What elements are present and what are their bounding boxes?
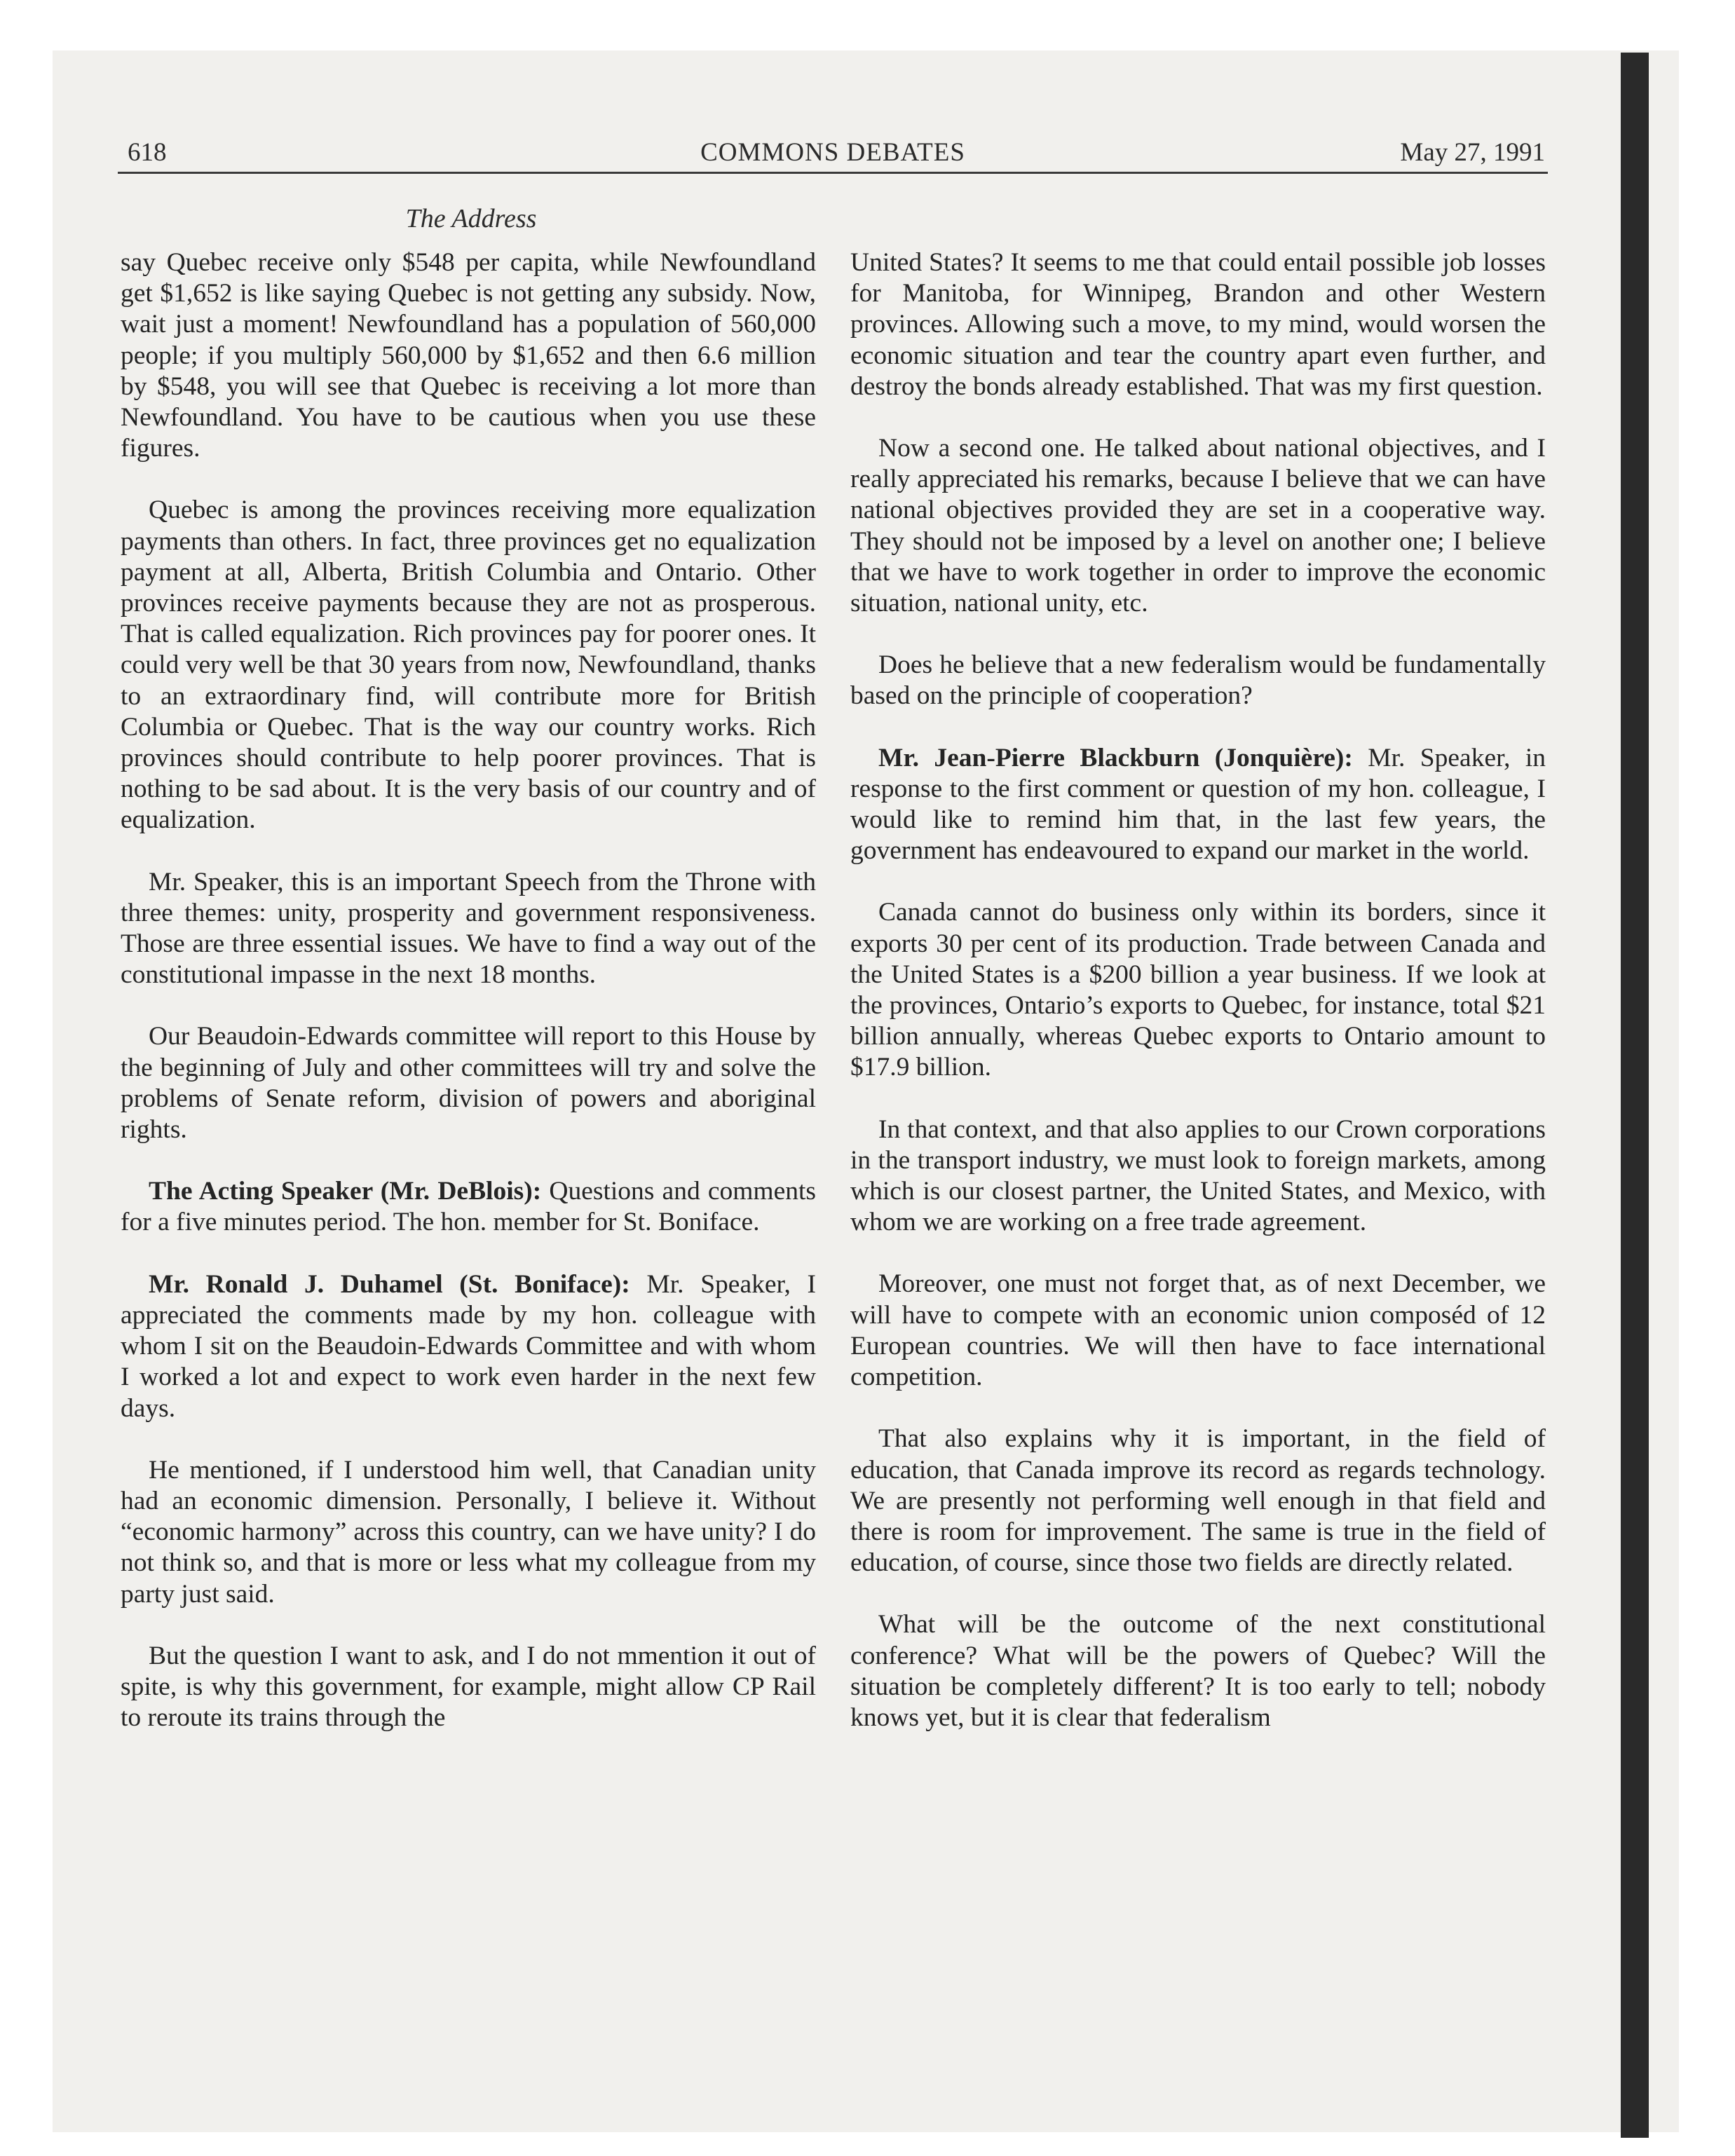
paragraph-text: say Quebec receive only $548 per capita, while Newfoundland get $1,652 is like saying Quebec is not getting any subsidy. Now, wait just a moment! Newfoundland has a population of 560,000 people; if you multiply 560,000 by $1,652 and then 6.6 million by $548, you will see that Quebec is receiving a lot more than Newfoundland. You have to be cautious when you use these figures. bbox=[121, 248, 816, 463]
publication-title: COMMONS DEBATES bbox=[700, 138, 965, 167]
right-column bbox=[850, 247, 1546, 1764]
paragraph bbox=[121, 247, 816, 464]
paragraph-text: What will be the outcome of the next constitutional conference? What will be the powers of Quebec? Will the situation be completely different? It is too early to tell; nobody knows yet, but it is clear that federalism bbox=[850, 1610, 1546, 1732]
paragraph-text: Mr. Speaker, in response to the first comment or question of my hon. colleague, I would like to remind him that, in the last few years, the government has endeavoured to expand our market in the world. bbox=[850, 743, 1546, 866]
left-column bbox=[121, 247, 816, 1764]
paragraph bbox=[121, 495, 816, 835]
paragraph-text: Canada cannot do business only within its borders, since it exports 30 per cent of its production. Trade between Canada and the United States is a $200 billion a year business. If we look at the provinces, Ontario’s exports to Quebec, for instance, total $21 billion annually, whereas Quebec exports to Ontario amount to $17.9 billion. bbox=[850, 898, 1546, 1082]
paragraph bbox=[850, 433, 1546, 619]
publication-date: May 27, 1991 bbox=[1400, 138, 1545, 167]
paragraph bbox=[850, 1114, 1546, 1239]
paragraph-text: Questions and comments for a five minutes period. The hon. member for St. Boniface. bbox=[121, 1177, 816, 1237]
paragraph-text: Our Beaudoin-Edwards committee will report to this House by the beginning of July and other committees will try and solve the problems of Senate reform, division of powers and aboriginal rights. bbox=[121, 1022, 816, 1145]
scan-edge-shadow bbox=[1621, 53, 1649, 2138]
speaker-name: Mr. Ronald J. Duhamel (St. Boniface): bbox=[149, 1269, 630, 1299]
paragraph bbox=[850, 247, 1546, 402]
paragraph bbox=[121, 1641, 816, 1734]
paragraph bbox=[121, 867, 816, 991]
paragraph-text: In that context, and that also applies to our Crown corporations in the transport industry, we must look to foreign markets, among which is our closest partner, the United States, and Mexico, with whom we are working on a free trade agreement. bbox=[850, 1114, 1546, 1237]
speaker-name: Mr. Jean-Pierre Blackburn (Jonquière): bbox=[878, 743, 1353, 772]
header-rule bbox=[118, 172, 1548, 174]
paragraph bbox=[121, 1176, 816, 1238]
paragraph-text: Quebec is among the provinces receiving more equalization payments than others. In fact, three provinces get no equalization payment at all, Alberta, British Columbia and Ontario. Other provinces receive payments because they are not as prosperous. That is called equalization. Rich provinces pay for poorer ones. It could very well be that 30 years from now, Newfoundland, thanks to an extraordinary find, will contribute more for British Columbia or Quebec. That is the way our country works. Rich provinces should contribute to help poorer provinces. That is nothing to be sad about. It is the very basis of our country and of equalization. bbox=[121, 496, 816, 835]
paragraph bbox=[121, 1269, 816, 1424]
paragraph-text: That also explains why it is important, in the field of education, that Canada improve its record as regards technology. We are presently not performing well enough in that field and there is room for improvement. The same is true in the field of education, of course, since those two fields are directly related. bbox=[850, 1424, 1546, 1578]
paragraph-text: Does he believe that a new federalism would be fundamentally based on the principle of cooperation? bbox=[850, 650, 1546, 711]
section-title: The Address bbox=[405, 204, 537, 233]
speaker-name: The Acting Speaker (Mr. DeBlois): bbox=[149, 1177, 542, 1206]
paragraph-text: Mr. Speaker, I appreciated the comments made by my hon. colleague with whom I sit on the Beaudoin-Edwards Committee and with whom I worked a lot and expect to work even harder in the next few days. bbox=[121, 1269, 816, 1423]
paragraph bbox=[850, 1424, 1546, 1578]
paragraph bbox=[121, 1455, 816, 1610]
page-number: 618 bbox=[128, 138, 167, 167]
paragraph bbox=[121, 1021, 816, 1145]
paragraph-text: Now a second one. He talked about national objectives, and I really appreciated his remarks, because I believe that we can have national objectives provided they are set in a cooperative way. They should not be imposed by a level on another one; I believe that we have to work together in order to improve the economic situation, national unity, etc. bbox=[850, 434, 1546, 618]
paragraph bbox=[850, 1609, 1546, 1733]
paragraph bbox=[850, 650, 1546, 711]
page-header bbox=[121, 133, 1545, 172]
paragraph-text: But the question I want to ask, and I do not mmention it out of spite, is why this government, for example, might allow CP Rail to reroute its trains through the bbox=[121, 1641, 816, 1733]
paragraph bbox=[850, 897, 1546, 1083]
paragraph-text: United States? It seems to me that could entail possible job losses for Manitoba, for Winnipeg, Brandon and other Western provinces. Allowing such a move, to my mind, would worsen the economic situation and tear the country apart even further, and destroy the bonds already established. That was my first question. bbox=[850, 248, 1546, 401]
paragraph-text: Moreover, one must not forget that, as of next December, we will have to compete with an economic union composéd of 12 European countries. We will then have to face international competition. bbox=[850, 1269, 1546, 1392]
paragraph-text: Mr. Speaker, this is an important Speech from the Throne with three themes: unity, prosperity and government responsiveness. Those are three essential issues. We have to find a way out of the constitutional impasse in the next 18 months. bbox=[121, 867, 816, 990]
paragraph-text: He mentioned, if I understood him well, that Canadian unity had an economic dimension. Personally, I believe it. Without “economic harmony” across this country, can we have unity? I do not think so, and that is more or less what my colleague from my party just said. bbox=[121, 1455, 816, 1609]
paragraph bbox=[850, 1269, 1546, 1393]
paragraph bbox=[850, 743, 1546, 867]
